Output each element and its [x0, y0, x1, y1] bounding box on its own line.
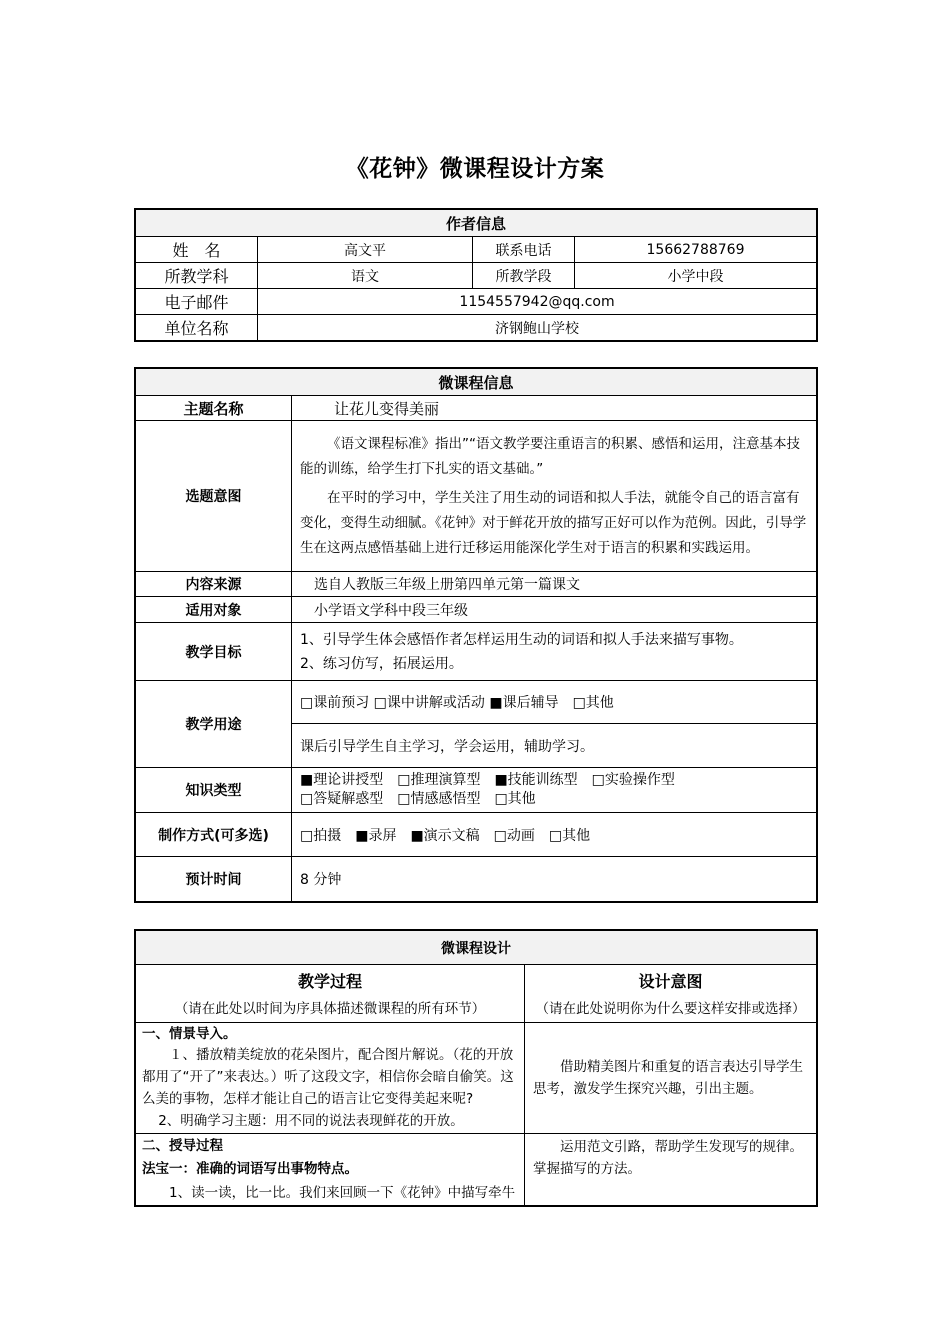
- page-title: 《花钟》微课程设计方案: [345, 156, 605, 182]
- method-label: 制作方式(可多选): [136, 813, 292, 857]
- design-table: [135, 930, 817, 1206]
- subject-label: 所教学科: [136, 263, 258, 289]
- usage-options: □课前预习 □课中讲解或活动 ■课后辅导 □其他: [292, 681, 817, 724]
- intent-paragraph-2: 在平时的学习中，学生关注了用生动的词语和拟人手法，就能令自己的语言富有变化，变得生动细腻。《花钟》对于鲜花开放的描写正好可以作为范例。因此，引导学生在这两点感悟基础上进行迁移运用能深化学生对于语言的积累和实践运用。: [300, 489, 807, 556]
- intent-cell: [292, 421, 817, 572]
- step-2-intent: 运用范文引路，帮助学生发现写的规律。掌握描写的方法。: [525, 1134, 817, 1206]
- knowledge-options-2: □答疑解惑型 □情感感悟型 □其他: [300, 791, 536, 807]
- grade-label: 所教学段: [473, 263, 575, 289]
- process-title: 教学过程: [297, 971, 362, 991]
- source-label: 内容来源: [136, 572, 292, 597]
- phone-value: 15662788769: [575, 237, 817, 263]
- course-info-table: [135, 368, 817, 902]
- grade-value: 小学中段: [575, 263, 817, 289]
- goal-item-2: 2、练习仿写，拓展运用。: [300, 655, 463, 672]
- step-2-paragraph-1: 1、读一读，比一比。我们来回顾一下《花钟》中描写牵牛: [169, 1185, 516, 1201]
- design-intent-title: 设计意图: [638, 971, 703, 991]
- knowledge-options-1: ■理论讲授型 □推理演算型 ■技能训练型 □实验操作型: [300, 772, 675, 788]
- name-label: 姓 名: [136, 237, 258, 263]
- goal-cell: [292, 623, 817, 681]
- unit-value: 济钢鲍山学校: [258, 315, 817, 341]
- goal-label: 教学目标: [136, 623, 292, 681]
- topic-value: 让花儿变得美丽: [292, 396, 817, 421]
- phone-label: 联系电话: [473, 237, 575, 263]
- usage-description: 课后引导学生自主学习，学会运用，辅助学习。: [292, 724, 817, 768]
- audience-label: 适用对象: [136, 597, 292, 623]
- usage-label: 教学用途: [136, 681, 292, 768]
- intent-header-cell: [525, 965, 817, 1023]
- email-value: 1154557942@qq.com: [258, 289, 817, 315]
- method-options: □拍摄 ■录屏 ■演示文稿 □动画 □其他: [292, 813, 817, 857]
- intent-paragraph-1: 《语文课程标准》指出”“语文教学要注重语言的积累、感悟和运用，注意基本技能的训练，给学生打下扎实的语文基础。”: [300, 435, 800, 477]
- process-header-cell: [136, 965, 525, 1023]
- time-label: 预计时间: [136, 857, 292, 902]
- course-info-header: 微课程信息: [136, 369, 817, 396]
- subject-value: 语文: [258, 263, 473, 289]
- intent-label: 选题意图: [136, 421, 292, 572]
- step-2-cell: [136, 1134, 525, 1206]
- time-value: 8 分钟: [292, 857, 817, 902]
- step-1-cell: [136, 1023, 525, 1134]
- design-header: 微课程设计: [136, 931, 817, 965]
- step-1-intent: 借助精美图片和重复的语言表达引导学生思考，激发学生探究兴趣，引出主题。: [525, 1023, 817, 1134]
- topic-label: 主题名称: [136, 396, 292, 421]
- knowledge-label: 知识类型: [136, 768, 292, 813]
- step-2-subtitle: 法宝一：准确的词语写出事物特点。: [142, 1161, 358, 1177]
- email-label: 电子邮件: [136, 289, 258, 315]
- step-1-paragraph-1: １、播放精美绽放的花朵图片，配合图片解说。（花的开放都用了“开了”来表达。）听了这段文字，相信你会暗自偷笑。这么美的事物，怎样才能让自己的语言让它变得美起来呢?: [142, 1047, 514, 1107]
- knowledge-cell: [292, 768, 817, 813]
- step-1-paragraph-2: 2、明确学习主题：用不同的说法表现鲜花的开放。: [158, 1113, 464, 1129]
- step-1-title: 一、情景导入。: [142, 1026, 237, 1042]
- process-subtitle: （请在此处以时间为序具体描述微课程的所有环节）: [174, 1000, 486, 1017]
- step-2-title: 二、授导过程: [142, 1138, 223, 1154]
- goal-item-1: 1、引导学生体会感悟作者怎样运用生动的词语和拟人手法来描写事物。: [300, 631, 743, 648]
- unit-label: 单位名称: [136, 315, 258, 341]
- author-info-header: 作者信息: [136, 210, 817, 237]
- author-info-table: [135, 209, 817, 341]
- audience-value: 小学语文学科中段三年级: [292, 597, 817, 623]
- name-value: 高文平: [258, 237, 473, 263]
- design-intent-subtitle: （请在此处说明你为什么要这样安排或选择）: [535, 1000, 806, 1017]
- source-value: 选自人教版三年级上册第四单元第一篇课文: [292, 572, 817, 597]
